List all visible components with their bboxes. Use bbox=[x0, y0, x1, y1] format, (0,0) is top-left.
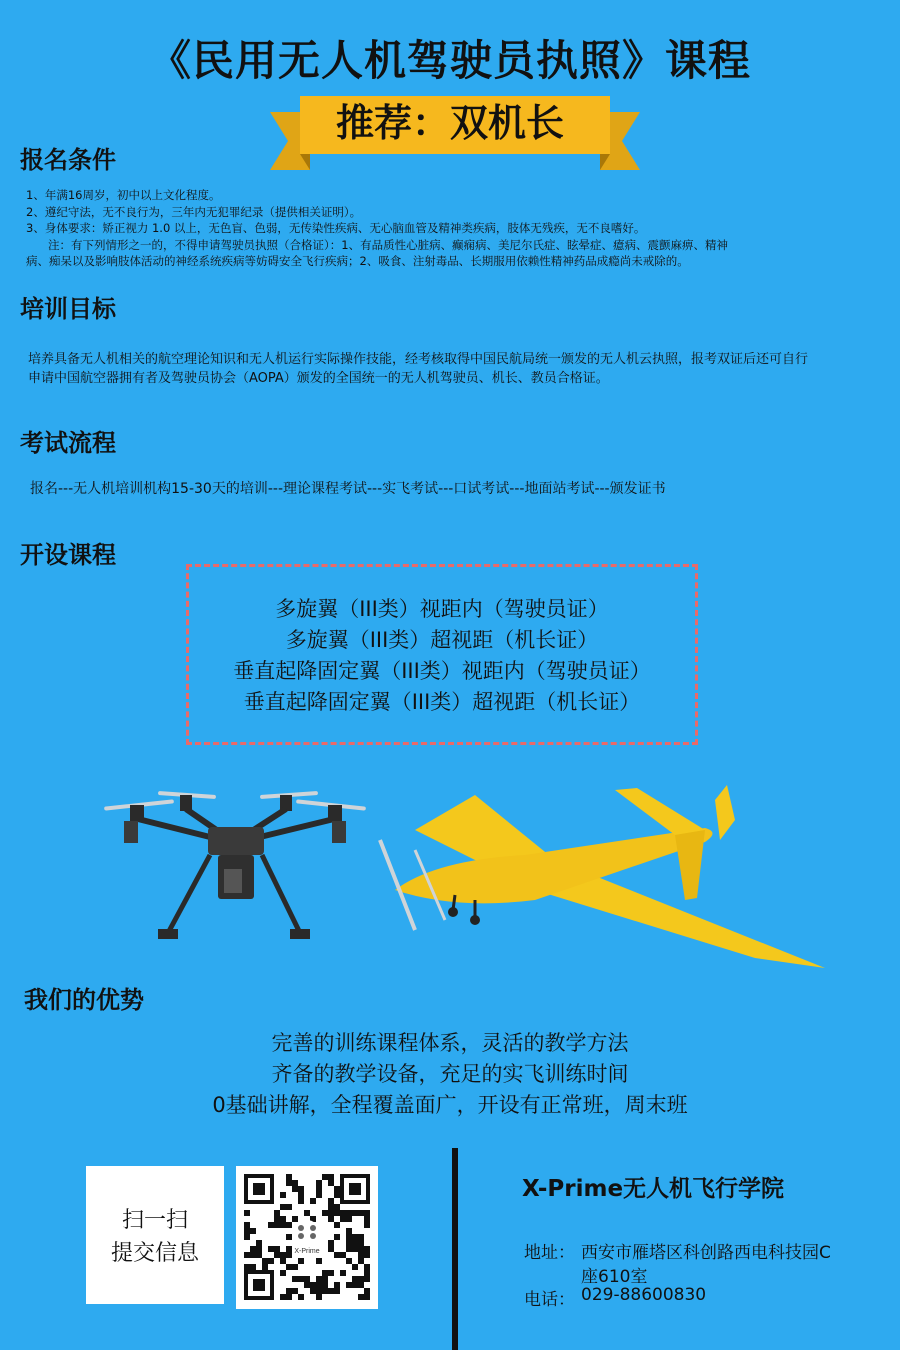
signup-line: 1、年满16周岁，初中以上文化程度。 bbox=[26, 188, 221, 202]
page-title: 《民用无人机驾驶员执照》课程 bbox=[148, 36, 751, 85]
advantage-item: 完善的训练课程体系，灵活的教学方法 bbox=[271, 1031, 629, 1055]
address-line-2: 座610室 bbox=[581, 1267, 648, 1287]
course-item: 多旋翼（III类）视距内（驾驶员证） bbox=[275, 597, 609, 621]
course-item: 垂直起降固定翼（III类）视距内（驾驶员证） bbox=[233, 659, 651, 683]
goal-line: 培养具备无人机相关的航空理论知识和无人机运行实际操作技能，经考核取得中国民航局统一颁发的无人机云执照，报考双证后还可自行 bbox=[28, 352, 809, 367]
course-item: 垂直起降固定翼（III类）超视距（机长证） bbox=[243, 690, 641, 714]
qr-code-pattern bbox=[244, 1174, 370, 1300]
goal-heading: 培训目标 bbox=[20, 295, 116, 323]
goal-line: 申请中国航空器拥有者及驾驶员协会（AOPA）颁发的全国统一的无人机驾驶员、机长、教员合格证。 bbox=[28, 371, 609, 386]
signup-heading: 报名条件 bbox=[20, 146, 116, 174]
school-name: X-Prime无人机飞行学院 bbox=[522, 1176, 785, 1202]
multirotor-drone-image bbox=[100, 785, 370, 950]
advantages-heading: 我们的优势 bbox=[24, 986, 144, 1014]
exam-flow: 报名---无人机培训机构15-30天的培训---理论课程考试---实飞考试---口试考试---地面站考试---颁发证书 bbox=[30, 481, 666, 497]
signup-line: 3、身体要求：矫正视力 1.0 以上，无色盲、色弱，无传染性疾病、无心脑血管及精神类疾病，肢体无残疾，无不良嗜好。 bbox=[26, 221, 646, 235]
address-label: 地址： bbox=[524, 1243, 575, 1263]
signup-conditions bbox=[26, 187, 886, 270]
scan-prompt-box bbox=[86, 1166, 224, 1304]
signup-note-cont: 病、痴呆以及影响肢体活动的神经系统疾病等妨碍安全飞行疾病；2、吸食、注射毒品、长期服用依赖性精神药品成瘾尚未戒除的。 bbox=[26, 254, 689, 268]
advantage-item: 0基础讲解，全程覆盖面广，开设有正常班，周末班 bbox=[212, 1093, 688, 1117]
vertical-divider bbox=[452, 1148, 458, 1350]
recommend-label: 推荐：双机长 bbox=[335, 101, 564, 145]
exam-heading: 考试流程 bbox=[20, 429, 116, 457]
phone-number[interactable]: 029-88600830 bbox=[581, 1285, 707, 1305]
qr-logo-text: X-Prime bbox=[294, 1248, 320, 1255]
courses-heading: 开设课程 bbox=[20, 541, 116, 569]
fixed-wing-drone-image bbox=[375, 780, 835, 980]
address-line-1: 西安市雁塔区科创路西电科技园C bbox=[581, 1243, 831, 1263]
scan-line-2: 提交信息 bbox=[110, 1241, 199, 1266]
signup-line: 2、遵纪守法，无不良行为，三年内无犯罪纪录（提供相关证明）。 bbox=[26, 204, 362, 219]
phone-label: 电话： bbox=[524, 1290, 575, 1310]
scan-line-1: 扫一扫 bbox=[121, 1208, 188, 1233]
signup-note: 注：有下列情形之一的，不得申请驾驶员执照（合格证）：1、有品质性心脏病、癫痫病、美尼尔氏症、眩晕症、癔病、震颤麻痹、精神 bbox=[48, 237, 729, 252]
course-item: 多旋翼（III类）超视距（机长证） bbox=[285, 628, 599, 652]
goal-text bbox=[28, 350, 888, 388]
advantage-item: 齐备的教学设备，充足的实飞训练时间 bbox=[271, 1062, 629, 1086]
